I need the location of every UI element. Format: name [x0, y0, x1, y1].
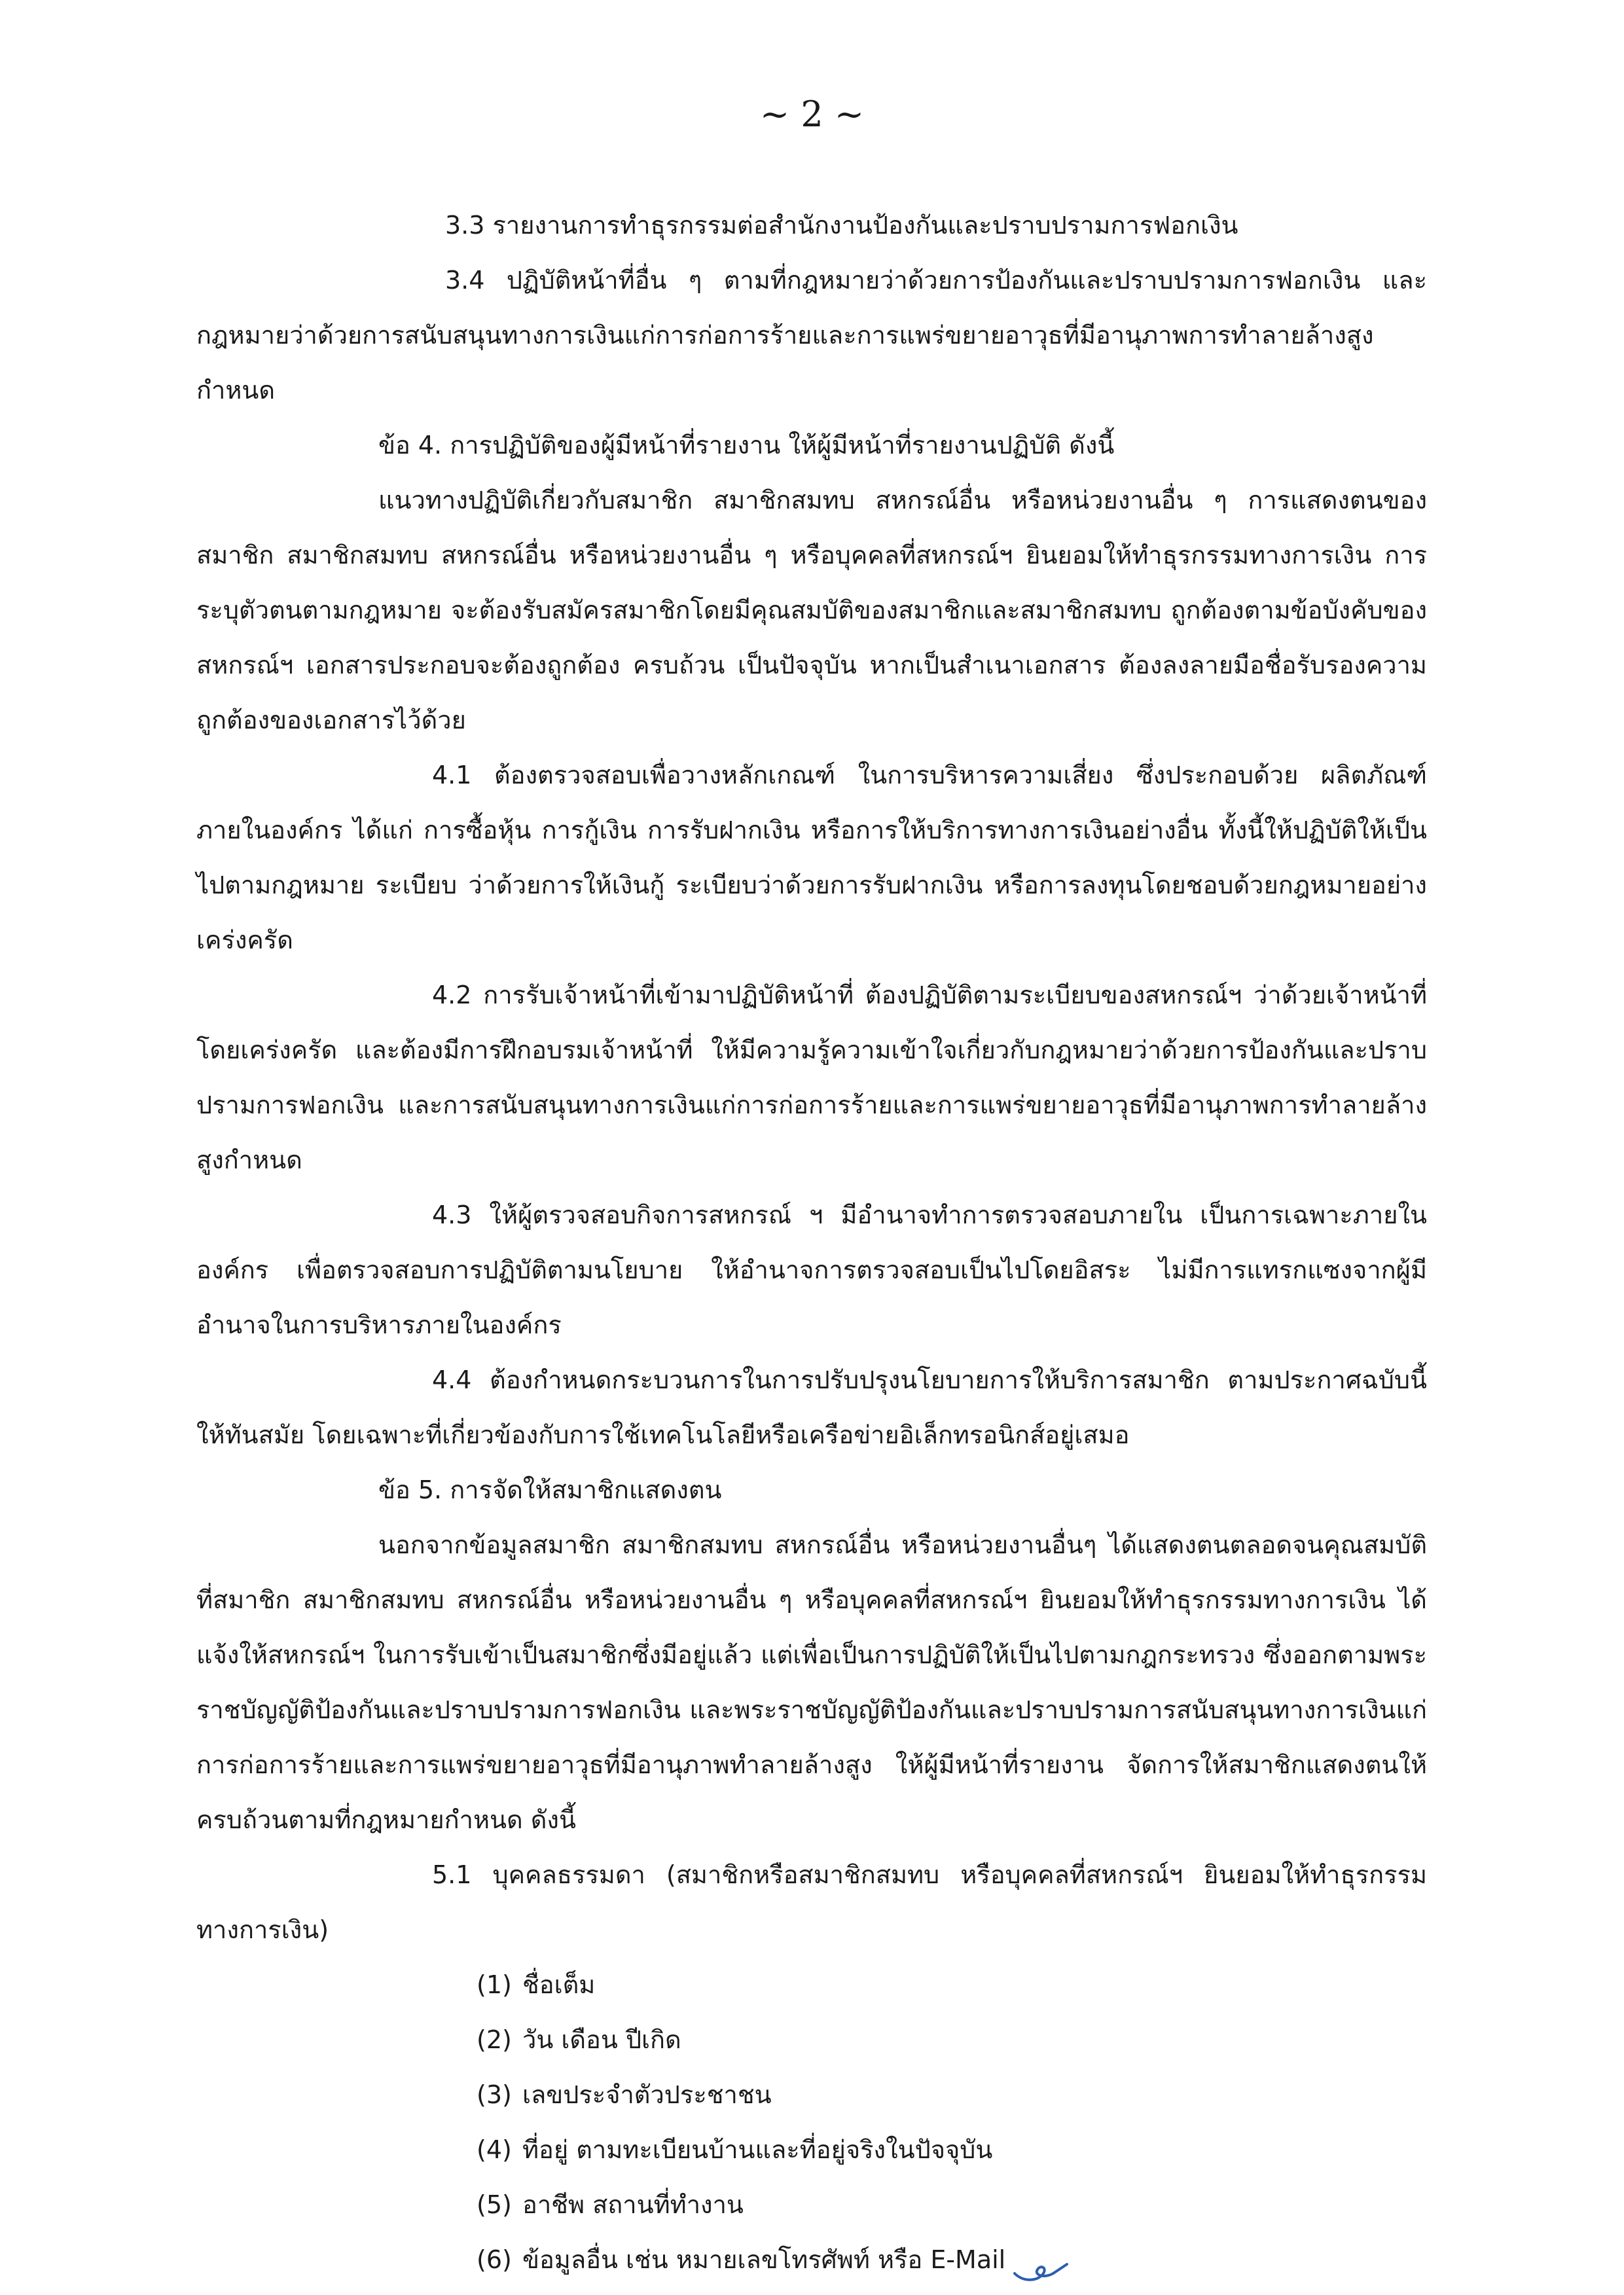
list-item: (2) วัน เดือน ปีเกิด: [477, 2025, 681, 2054]
list-item: (1) ชื่อเต็ม: [477, 1970, 596, 1999]
personal-info-list: [196, 1957, 1427, 2288]
document-body: [196, 198, 1427, 2288]
signature-mark-icon: [1009, 2235, 1081, 2288]
paragraph-4-4: 4.4 ต้องกำหนดกระบวนการในการปรับปรุงนโยบายการให้บริการสมาชิก ตามประกาศฉบับนี้ให้ทันสมัย โดยเฉพาะที่เกี่ยวข้องกับการใช้เทคโนโลยีหรือเครือข่ายอิเล็กทรอนิกส์อยู่เสมอ: [196, 1365, 1427, 1449]
list-item: (3) เลขประจำตัวประชาชน: [477, 2080, 772, 2109]
paragraph-identity-verification: นอกจากข้อมูลสมาชิก สมาชิกสมทบ สหกรณ์อื่น หรือหน่วยงานอื่นๆ ได้แสดงตนตลอดจนคุณสมบัติที่สมาชิก สมาชิกสมทบ สหกรณ์อื่น หรือหน่วยงานอื่น ๆ หรือบุคคลที่สหกรณ์ฯ ยินยอมให้ทำธุรกรรมทางการเงิน ได้แจ้งให้สหกรณ์ฯ ในการรับเข้าเป็นสมาชิกซึ่งมีอยู่แล้ว แต่เพื่อเป็นการปฏิบัติให้เป็นไปตามกฎกระทรวง ซึ่งออกตามพระราชบัญญัติป้องกันและปราบปรามการฟอกเงิน และพระราชบัญญัติป้องกันและปราบปรามการสนับสนุนทางการเงินแก่การก่อการร้ายและการแพร่ขยายอาวุธที่มีอานุภาพทำลายล้างสูง ให้ผู้มีหน้าที่รายงาน จัดการให้สมาชิกแสดงตนให้ครบถ้วนตามที่กฎหมายกำหนด ดังนี้: [196, 1530, 1427, 1834]
page-number: ~ 2 ~: [759, 94, 865, 135]
paragraph-4-2: 4.2 การรับเจ้าหน้าที่เข้ามาปฏิบัติหน้าที่ ต้องปฏิบัติตามระเบียบของสหกรณ์ฯ ว่าด้วยเจ้าหน้าที่โดยเคร่งครัด และต้องมีการฝึกอบรมเจ้าหน้าที่ ให้มีความรู้ความเข้าใจเกี่ยวกับกฎหมายว่าด้วยการป้องกันและปราบปรามการฟอกเงิน และการสนับสนุนทางการเงินแก่การก่อการร้ายและการแพร่ขยายอาวุธที่มีอานุภาพการทำลายล้างสูงกำหนด: [196, 981, 1427, 1174]
paragraph-3-4: 3.4 ปฏิบัติหน้าที่อื่น ๆ ตามที่กฎหมายว่าด้วยการป้องกันและปราบปรามการฟอกเงิน และกฎหมายว่าด้วยการสนับสนุนทางการเงินแก่การก่อการร้ายและการแพร่ขยายอาวุธที่มีอานุภาพการทำลายล้างสูงกำหนด: [196, 266, 1427, 405]
list-item: (5) อาชีพ สถานที่ทำงาน: [477, 2190, 744, 2219]
clause-4-heading: ข้อ 4. การปฏิบัติของผู้มีหน้าที่รายงาน ให้ผู้มีหน้าที่รายงานปฏิบัติ ดังนี้: [378, 431, 1115, 460]
list-item: (6) ข้อมูลอื่น เช่น หมายเลขโทรศัพท์ หรือ E-Mail: [477, 2232, 1427, 2288]
paragraph-member-guidelines: แนวทางปฏิบัติเกี่ยวกับสมาชิก สมาชิกสมทบ สหกรณ์อื่น หรือหน่วยงานอื่น ๆ การแสดงตนของสมาชิก สมาชิกสมทบ สหกรณ์อื่น หรือหน่วยงานอื่น ๆ หรือบุคคลที่สหกรณ์ฯ ยินยอมให้ทำธุรกรรมทางการเงิน การระบุตัวตนตามกฎหมาย จะต้องรับสมัครสมาชิกโดยมีคุณสมบัติของสมาชิกและสมาชิกสมทบ ถูกต้องตามข้อบังคับของสหกรณ์ฯ เอกสารประกอบจะต้องถูกต้อง ครบถ้วน เป็นปัจจุบัน หากเป็นสำเนาเอกสาร ต้องลงลายมือชื่อรับรองความถูกต้องของเอกสารไว้ด้วย: [196, 486, 1427, 734]
paragraph-3-3: 3.3 รายงานการทำธุรกรรมต่อสำนักงานป้องกันและปราบปรามการฟอกเงิน: [445, 211, 1238, 240]
paragraph-4-3: 4.3 ให้ผู้ตรวจสอบกิจการสหกรณ์ ฯ มีอำนาจทำการตรวจสอบภายใน เป็นการเฉพาะภายในองค์กร เพื่อตรวจสอบการปฏิบัติตามนโยบาย ให้อำนาจการตรวจสอบเป็นไปโดยอิสระ ไม่มีการแทรกแซงจากผู้มีอำนาจในการบริหารภายในองค์กร: [196, 1201, 1427, 1339]
clause-5-heading: ข้อ 5. การจัดให้สมาชิกแสดงตน: [378, 1475, 722, 1504]
paragraph-5-1: 5.1 บุคคลธรรมดา (สมาชิกหรือสมาชิกสมทบ หรือบุคคลที่สหกรณ์ฯ ยินยอมให้ทำธุรกรรมทางการเงิน): [196, 1860, 1427, 1944]
list-item: (4) ที่อยู่ ตามทะเบียนบ้านและที่อยู่จริงในปัจจุบัน: [477, 2135, 993, 2164]
paragraph-4-1: 4.1 ต้องตรวจสอบเพื่อวางหลักเกณฑ์ ในการบริหารความเสี่ยง ซึ่งประกอบด้วย ผลิตภัณฑ์ภายในองค์กร ได้แก่ การซื้อหุ้น การกู้เงิน การรับฝากเงิน หรือการให้บริการทางการเงินอย่างอื่น ทั้งนี้ให้ปฏิบัติให้เป็นไปตามกฎหมาย ระเบียบ ว่าด้วยการให้เงินกู้ ระเบียบว่าด้วยการรับฝากเงิน หรือการลงทุนโดยชอบด้วยกฎหมายอย่างเคร่งครัด: [196, 761, 1427, 954]
